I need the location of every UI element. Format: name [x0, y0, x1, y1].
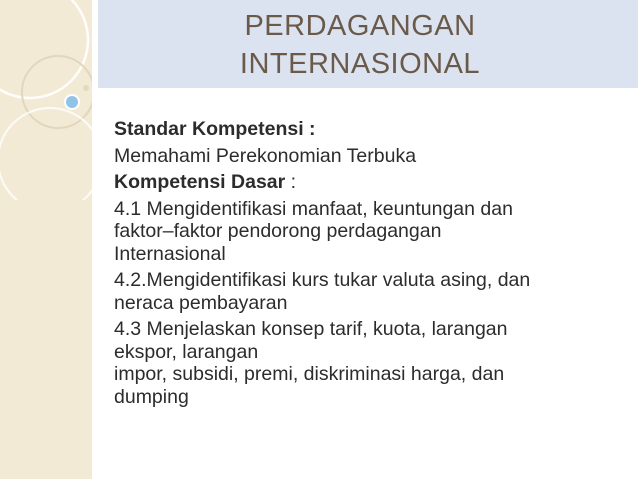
item1-line2: faktor–faktor pendorong perdagangan [114, 220, 442, 242]
standar-label: Standar Kompetensi : [114, 118, 316, 140]
accent-dot [65, 95, 79, 109]
item3-line1: 4.3 Menjelaskan konsep tarif, kuota, larangan [114, 318, 508, 340]
title-line-1: PERDAGANGAN [244, 10, 476, 42]
standar-text: Memahami Perekonomian Terbuka [114, 144, 417, 167]
deco-circle-large [0, 0, 88, 98]
item3-line2: ekspor, larangan [114, 340, 259, 363]
deco-circle-arc [0, 108, 102, 200]
item1-line3: Internasional [114, 242, 226, 265]
title-bar-underline [98, 88, 638, 90]
accent-dot-small [83, 85, 89, 91]
item3-line3: impor, subsidi, premi, diskriminasi harga, dan [114, 363, 505, 385]
kompetensi-label: Kompetensi Dasar [114, 171, 286, 193]
slide-title [200, 7, 520, 83]
kompetensi-heading [114, 171, 624, 194]
kompetensi-colon: : [285, 171, 297, 193]
item3-line4: dumping [114, 385, 189, 408]
item1-line1: 4.1 Mengidentifikasi manfaat, keuntungan dan [114, 197, 513, 220]
item2-line2: neraca pembayaran [114, 291, 288, 314]
title-line-2: INTERNASIONAL [239, 48, 481, 80]
item2-line1: 4.2.Mengidentifikasi kurs tukar valuta asing, dan [114, 269, 531, 291]
slide-body [114, 118, 624, 408]
left-divider [92, 0, 95, 479]
